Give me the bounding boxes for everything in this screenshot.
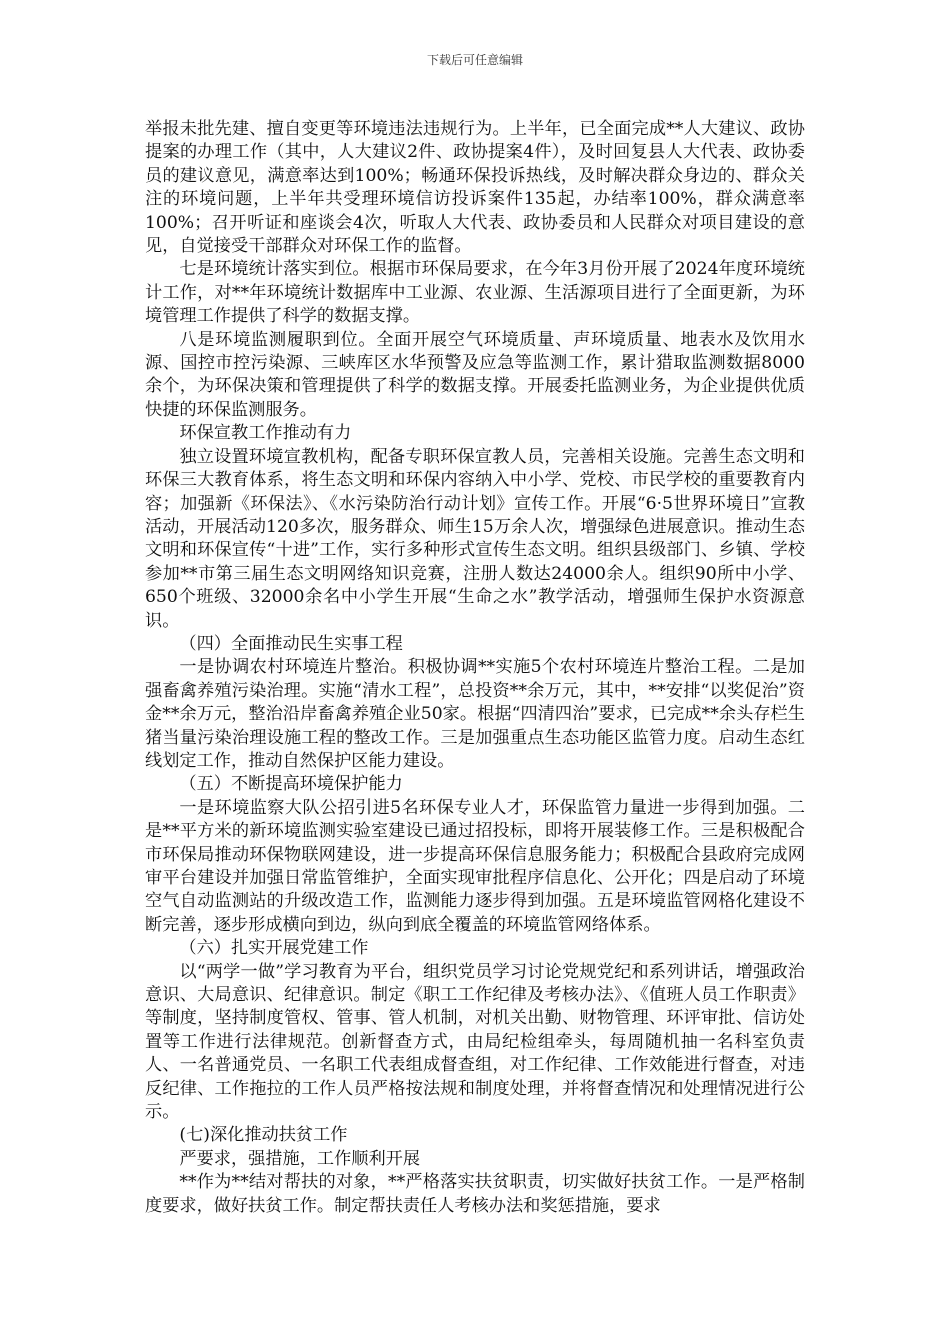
- section-heading-six: （六）扎实开展党建工作: [179, 938, 369, 959]
- paragraph-item-eight: 八是环境监测履职到位。全面开展空气环境质量、声环境质量、地表水及饮用水源、国控市控污染源、三峡库区水华预警及应急等监测工作，累计猎取监测数据8000余个，为环保决策和管理提供了科学的数据支撑。开展委托监测业务，为企业提供优质快捷的环保监测服务。: [145, 329, 805, 420]
- section-heading-five: （五）不断提高环境保护能力: [179, 774, 403, 795]
- paragraph-section-four: 一是协调农村环境连片整治。积极协调**实施5个农村环境连片整治工程。二是加强畜禽养殖污染治理。实施“清水工程”，总投资**余万元，其中，**安排“以奖促治”资金**余万元，整治沿岸畜禽养殖企业50家。根据“四清四治”要求，已完成**余头存栏生猪当量污染治理设施工程的整改工作。三是加强重点生态功能区监管力度。启动生态红线划定工作，推动自然保护区能力建设。: [145, 657, 805, 771]
- paragraph-section-six: 以“两学一做”学习教育为平台，组织党员学习讨论党规党纪和系列讲话，增强政治意识、大局意识、纪律意识。制定《职工工作纪律及考核办法》、《值班人员工作职责》等制度，坚持制度管权、管事、管人机制，对机关出勤、财物管理、环评审批、信访处置等工作进行法律规范。创新督查方式，由局纪检组牵头，每周随机抽一名科室负责人、一名普通党员、一名职工代表组成督查组，对工作纪律、工作效能进行督查，对违反纪律、工作拖拉的工作人员严格按法规和制度处理，并将督查情况和处理情况进行公示。: [145, 961, 805, 1123]
- section-heading-seven: (七)深化推动扶贫工作: [179, 1125, 348, 1146]
- section-heading-four: （四）全面推动民生实事工程: [179, 633, 403, 654]
- paragraph-continued: 举报未批先建、擅自变更等环境违法违规行为。上半年，已全面完成**人大建议、政协提案的办理工作（其中，人大建议2件、政协提案4件），及时回复县人大代表、政协委员的建议意见，满意率达到100%；畅通环保投诉热线，及时解决群众身边的、群众关注的环境问题，上半年共受理环境信访投诉案件135起，办结率100%，群众满意率100%；召开听证和座谈会4次，听取人大代表、政协委员和人民群众对项目建设的意见，自觉接受干部群众对环保工作的监督。: [145, 119, 805, 257]
- section-subheading-publicity: 环保宣教工作推动有力: [179, 423, 352, 444]
- paragraph-publicity: 独立设置环境宣教机构，配备专职环保宣教人员，完善相关设施。完善生态文明和环保三大教育体系，将生态文明和环保内容纳入中小学、党校、市民学校的重要教育内容；加强新《环保法》、《水污染防治行动计划》宣传工作。开展“6·5世界环境日”宣教活动，开展活动120多次，服务群众、师生15万余人次，增强绿色进展意识。推动生态文明和环保宣传“十进”工作，实行多种形式宣传生态文明。组织县级部门、乡镇、学校参加**市第三届生态文明网络知识竞赛，注册人数达24000余人。组织90所中小学、650个班级、32000余名中小学生开展“生命之水”教学活动，增强师生保护水资源意识。: [145, 446, 805, 631]
- paragraph-item-seven: 七是环境统计落实到位。根据市环保局要求，在今年3月份开展了2024年度环境统计工作，对**年环境统计数据库中工业源、农业源、生活源项目进行了全面更新，为环境管理工作提供了科学的数据支撑。: [145, 259, 805, 327]
- document-body: [145, 118, 805, 1218]
- paragraph-poverty: **作为**结对帮扶的对象，**严格落实扶贫职责，切实做好扶贫工作。一是严格制度要求，做好扶贫工作。制定帮扶责任人考核办法和奖惩措施，要求: [145, 1172, 805, 1216]
- paragraph-section-five: 一是环境监察大队公招引进5名环保专业人才，环保监管力量进一步得到加强。二是**平方米的新环境监测实验室建设已通过招投标，即将开展装修工作。三是积极配合市环保局推动环保物联网建设，进一步提高环保信息服务能力；积极配合县政府完成网审平台建设并加强日常监管维护，全面实现审批程序信息化、公开化；四是启动了环境空气自动监测站的升级改造工作，监测能力逐步得到加强。五是环境监管网格化建设不断完善，逐步形成横向到边，纵向到底全覆盖的环境监管网络体系。: [145, 797, 805, 935]
- section-subheading-poverty: 严要求，强措施，工作顺利开展: [179, 1148, 421, 1169]
- page-header: 下载后可任意编辑: [426, 53, 523, 67]
